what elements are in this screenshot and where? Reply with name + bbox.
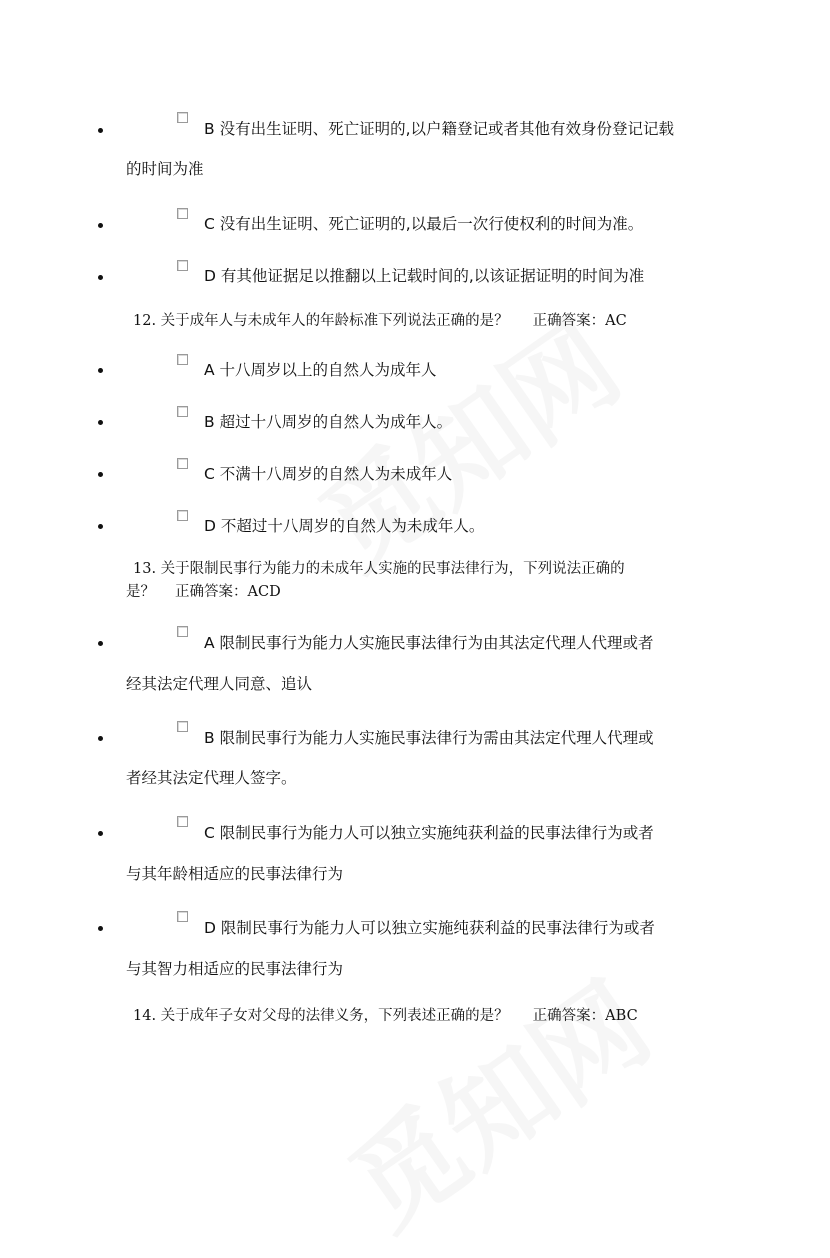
question-12: 12. 关于成年人与未成年人的年龄标准下列说法正确的是？ 正确答案：AC [133,313,627,329]
question-13: 13. 关于限制民事行为能力的未成年人实施的民事法律行为，下列说法正确的 [133,561,625,577]
checkbox-q11-c[interactable] [177,208,188,219]
answer-label: 正确答案：ABC [532,1008,638,1024]
bullet [98,926,103,931]
bullet [98,472,103,477]
answer-label: 正确答案：ACD [175,584,281,600]
checkbox-q12-d[interactable] [177,510,188,521]
bullet [98,420,103,425]
bullet [98,128,103,133]
bullet [98,223,103,228]
bullet [98,524,103,529]
question-14: 14. 关于成年子女对父母的法律义务，下列表述正确的是？ 正确答案：ABC [133,1008,638,1024]
checkbox-q12-b[interactable] [177,406,188,417]
answer-label: 正确答案：AC [532,313,627,329]
checkbox-q11-d[interactable] [177,260,188,271]
checkbox-q13-b[interactable] [177,721,188,732]
checkbox-q13-c[interactable] [177,816,188,827]
checkbox-q13-a[interactable] [177,626,188,637]
watermark-logo-bottom [315,940,676,1258]
checkbox-q11-b[interactable] [177,112,188,123]
question-13-line2: 是？ 正确答案：ACD [126,584,281,600]
bullet [98,641,103,646]
document-page: B 没有出生证明、死亡证明的,以户籍登记或者其他有效身份登记记载 的时间为准 C 没有出生证明、死亡证明的,以最后一次行使权利的时间为准。 D 有其他证据足以推翻以上记载时间的,以该证据证明的时间为准 12. 关于成年人与未成年人的年龄标准下列说法正确的是？ 正确答案：AC A 十八周岁以上的自然人为成年人 B 超过十八周岁的自然人为成年人。 C 不满十八周岁的自然人为未成年人 D 不超过十八周岁的自然人为未成年人。 13. 关于限制民事行为能力的未成年人实施的民事法律行为，下列说法正确的 是？ 正确答案：ACD A 限制民事行为能力人实施民事法律行为由其法定代理人代理或者 经其法定代理人同意、追认 B 限制民事行为能力人实施民事法律行为需由其法定代理人代理或 者经其法定代理人签字。 C 限制民事行为能力人可以独立实施纯获利益的民事法律行为或者 与其年龄相适应的民事法律行为 D 限制民事行为能力人可以独立实施纯获利益的民事法律行为或者 与其智力相适应的民事法律行为 14. 关于成年子女对父母的法律义务，下列表述正确的是？ 正确答案：ABC [0,0,830,1174]
checkbox-q12-c[interactable] [177,458,188,469]
bullet [98,275,103,280]
bullet [98,736,103,741]
checkbox-q13-d[interactable] [177,911,188,922]
bullet [98,831,103,836]
checkbox-q12-a[interactable] [177,354,188,365]
bullet [98,368,103,373]
